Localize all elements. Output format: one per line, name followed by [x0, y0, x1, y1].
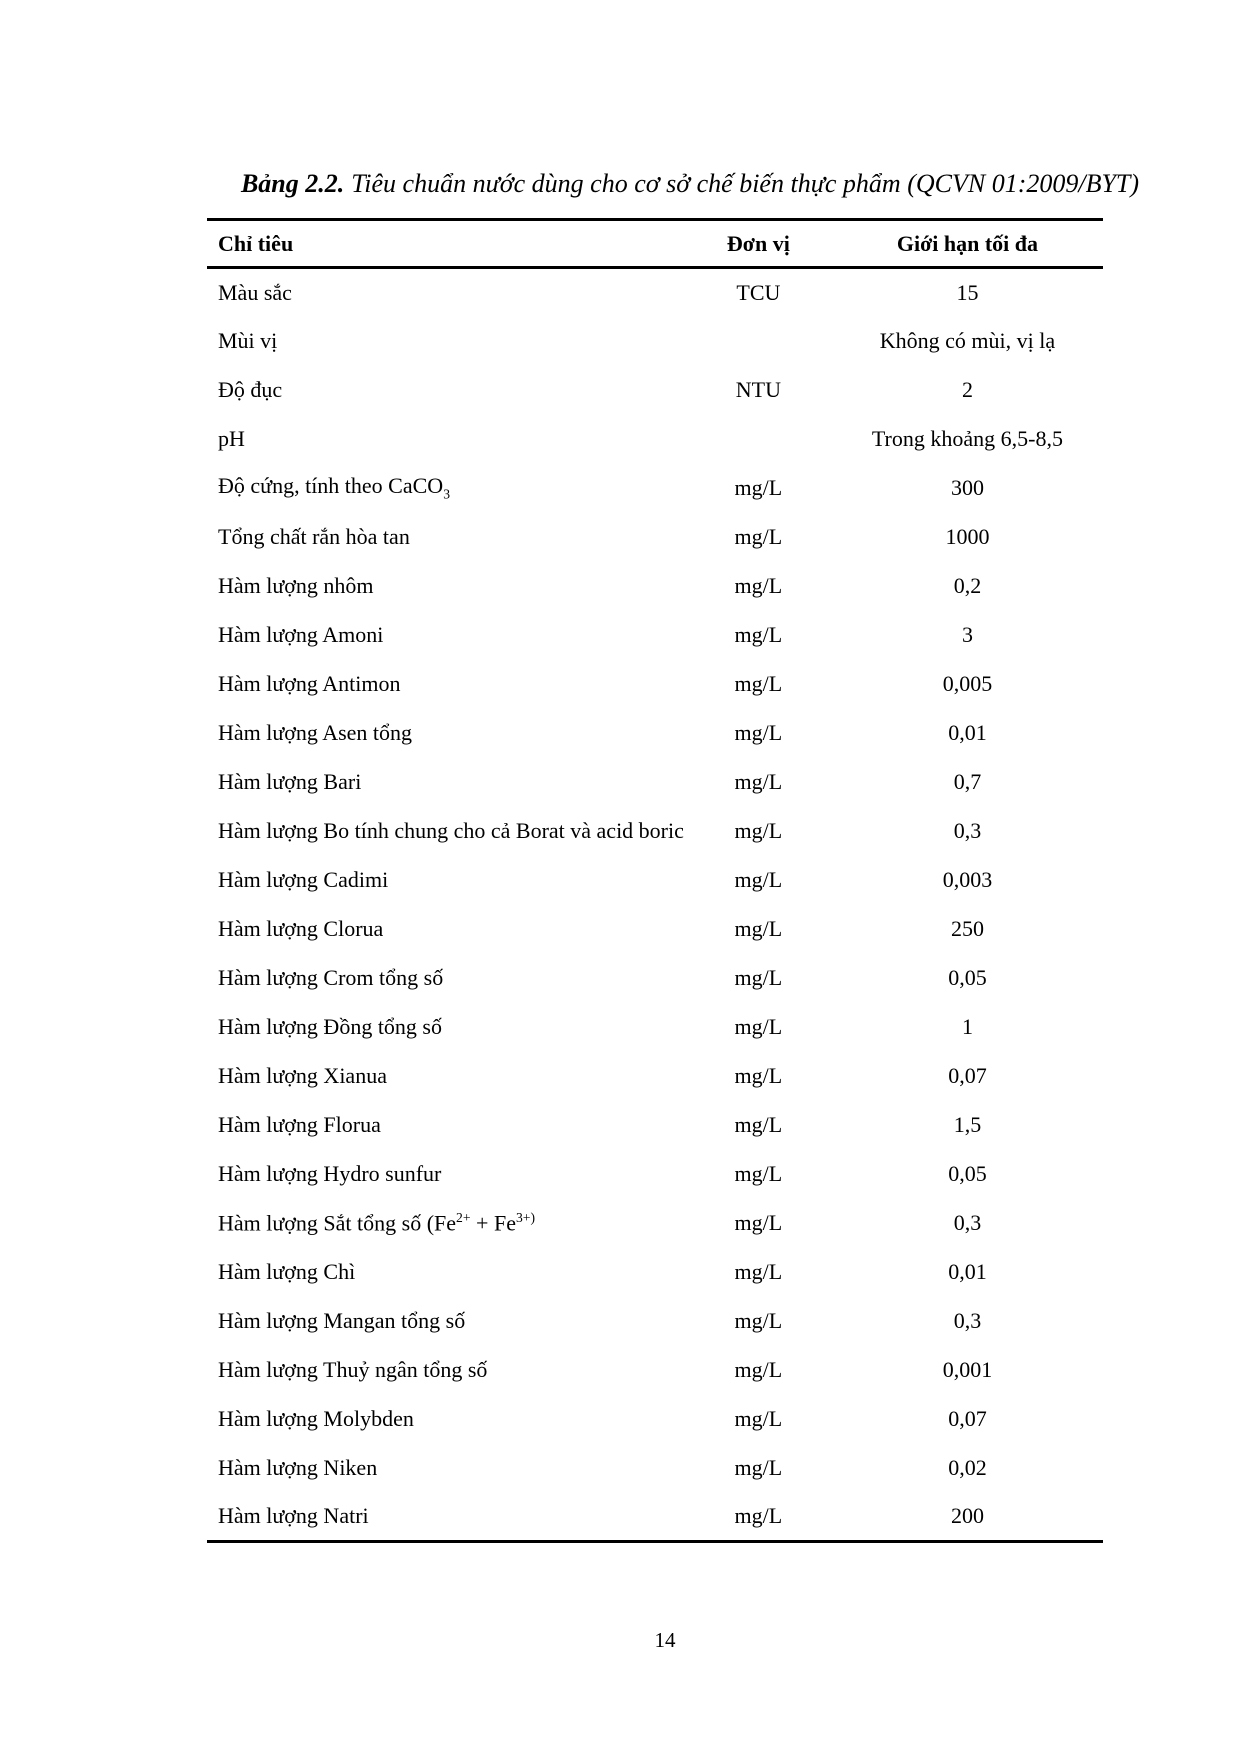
cell-unit: mg/L	[734, 1455, 783, 1480]
cell-limit: 250	[950, 916, 984, 941]
cell-criteria: Màu sắc	[218, 279, 292, 305]
cell-unit: mg/L	[734, 1210, 783, 1235]
cell-limit: 300	[950, 475, 984, 500]
cell-unit: NTU	[735, 377, 781, 402]
cell-criteria: Độ cứng, tính theo CaCO$_3$	[218, 473, 450, 502]
cell-criteria: Hàm lượng Clorua	[218, 916, 384, 941]
table-row	[207, 1297, 1103, 1346]
cell-limit: 1,5	[953, 1112, 982, 1137]
cell-limit: 0,01	[948, 1259, 987, 1284]
cell-limit: Không có mùi, vị lạ	[879, 328, 1056, 353]
cell-unit: mg/L	[734, 916, 783, 941]
cell-criteria: Hàm lượng Mangan tổng số	[218, 1308, 466, 1333]
water-standards-table	[207, 218, 1103, 1543]
table-row	[207, 1003, 1103, 1052]
cell-unit: mg/L	[734, 1014, 783, 1039]
cell-unit: mg/L	[734, 622, 783, 647]
cell-unit: mg/L	[734, 1308, 783, 1333]
column-header-criteria: Chỉ tiêu	[207, 220, 685, 268]
cell-limit: 0,7	[953, 769, 982, 794]
cell-limit: 1	[961, 1014, 973, 1039]
column-header-limit: Giới hạn tối đa	[832, 220, 1103, 268]
cell-criteria: Hàm lượng Chì	[218, 1259, 356, 1284]
table-row	[207, 709, 1103, 758]
cell-criteria: Hàm lượng Asen tổng	[218, 720, 413, 745]
table-header	[207, 220, 1103, 268]
cell-criteria: Hàm lượng Natri	[218, 1503, 369, 1529]
cell-unit: mg/L	[734, 720, 783, 745]
table-row	[207, 366, 1103, 415]
table-row	[207, 1199, 1103, 1248]
table-row	[207, 513, 1103, 562]
cell-unit	[685, 415, 832, 464]
cell-criteria: Hàm lượng Florua	[218, 1112, 381, 1137]
cell-unit: mg/L	[734, 524, 783, 549]
cell-unit: mg/L	[734, 475, 783, 500]
cell-limit: 200	[950, 1503, 984, 1529]
table-row	[207, 1395, 1103, 1444]
table-caption-number: Bảng 2.2.	[240, 169, 345, 198]
cell-unit: mg/L	[734, 965, 783, 990]
cell-limit: 15	[956, 279, 979, 305]
table-row	[207, 268, 1103, 317]
cell-unit: mg/L	[734, 818, 783, 843]
cell-criteria: Độ đục	[218, 377, 283, 402]
cell-limit: 0,3	[953, 818, 982, 843]
table-row	[207, 1346, 1103, 1395]
cell-limit: 0,3	[953, 1308, 982, 1333]
cell-unit: mg/L	[734, 1357, 783, 1382]
cell-limit: 2	[961, 377, 973, 402]
cell-criteria: Mùi vị	[218, 328, 278, 353]
cell-criteria: Tổng chất rắn hòa tan	[218, 524, 410, 549]
table-row	[207, 758, 1103, 807]
table-row	[207, 954, 1103, 1003]
cell-criteria: Hàm lượng Crom tổng số	[218, 965, 444, 990]
header-row	[207, 220, 1103, 268]
cell-unit: mg/L	[734, 1503, 783, 1529]
cell-criteria: Hàm lượng Sắt tổng số ($Fe^{2+} + Fe^{3+)}$	[218, 1209, 536, 1236]
table-body	[207, 268, 1103, 1542]
cell-unit: mg/L	[734, 769, 783, 794]
table-row	[207, 660, 1103, 709]
cell-limit: 3	[961, 622, 973, 647]
cell-unit: mg/L	[734, 1063, 783, 1088]
cell-limit: 0,2	[953, 573, 982, 598]
cell-limit: 0,07	[948, 1063, 987, 1088]
cell-criteria: pH	[218, 426, 245, 451]
cell-unit: TCU	[736, 279, 781, 305]
cell-limit: 0,05	[948, 1161, 987, 1186]
cell-criteria: Hàm lượng Hydro sunfur	[218, 1161, 442, 1186]
table-caption-text: Tiêu chuẩn nước dùng cho cơ sở chế biến thực phẩm (QCVN 01:2009/BYT)	[351, 169, 1140, 198]
cell-unit: mg/L	[734, 1112, 783, 1137]
cell-limit: 0,01	[948, 720, 987, 745]
table-row	[207, 611, 1103, 660]
table-row	[207, 1052, 1103, 1101]
cell-unit: mg/L	[734, 1406, 783, 1431]
cell-limit: 0,07	[948, 1406, 987, 1431]
table-row	[207, 464, 1103, 513]
table-row	[207, 856, 1103, 905]
table-row	[207, 415, 1103, 464]
cell-limit: 0,005	[942, 671, 993, 696]
page-number: 14	[654, 1628, 676, 1652]
table-row	[207, 1150, 1103, 1199]
table-row	[207, 317, 1103, 366]
cell-limit: Trong khoảng 6,5-8,5	[871, 426, 1063, 451]
cell-unit: mg/L	[734, 1259, 783, 1284]
cell-unit: mg/L	[734, 867, 783, 892]
cell-limit: 1000	[945, 524, 990, 549]
cell-limit: 0,05	[948, 965, 987, 990]
cell-criteria: Hàm lượng Bari	[218, 769, 362, 794]
cell-unit	[685, 317, 832, 366]
cell-criteria: Hàm lượng Xianua	[218, 1063, 387, 1088]
cell-criteria: Hàm lượng Niken	[218, 1455, 378, 1480]
cell-unit: mg/L	[734, 1161, 783, 1186]
table-row	[207, 1493, 1103, 1542]
cell-criteria: Hàm lượng Thuỷ ngân tổng số	[218, 1357, 488, 1382]
table-caption	[220, 168, 1160, 201]
cell-criteria: Hàm lượng Bo tính chung cho cả Borat và acid boric	[218, 818, 684, 843]
table-row	[207, 905, 1103, 954]
cell-unit: mg/L	[734, 671, 783, 696]
cell-criteria: Hàm lượng Amoni	[218, 622, 384, 647]
table-row	[207, 562, 1103, 611]
table-row	[207, 807, 1103, 856]
column-header-unit: Đơn vị	[685, 220, 832, 268]
cell-unit: mg/L	[734, 573, 783, 598]
cell-criteria: Hàm lượng Đồng tổng số	[218, 1014, 442, 1039]
cell-limit: 0,3	[953, 1210, 982, 1235]
cell-criteria: Hàm lượng Cadimi	[218, 867, 389, 892]
cell-limit: 0,02	[948, 1455, 987, 1480]
cell-criteria: Hàm lượng Molybden	[218, 1406, 414, 1431]
cell-limit: 0,003	[942, 867, 993, 892]
cell-criteria: Hàm lượng nhôm	[218, 573, 374, 598]
cell-limit: 0,001	[942, 1357, 993, 1382]
table-row	[207, 1248, 1103, 1297]
table-row	[207, 1101, 1103, 1150]
cell-criteria: Hàm lượng Antimon	[218, 671, 401, 696]
table-row	[207, 1444, 1103, 1493]
